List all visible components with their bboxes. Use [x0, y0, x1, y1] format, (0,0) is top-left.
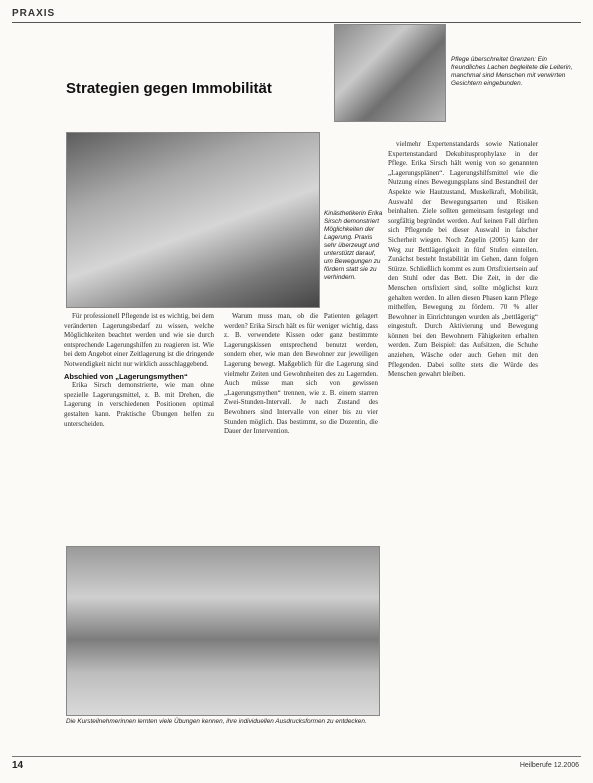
- column-2: [224, 312, 378, 437]
- caption-top-photo: Pflege überschreitet Grenzen: Ein freundliches Lachen begleitete die Leiterin, manchmal sind Menschen mit verwirrten Gesichtern eingebunden.: [451, 56, 573, 87]
- section-label: PRAXIS: [12, 8, 56, 19]
- caption-middle-photo: Kinästhetikerin Erika Sirsch demonstriert Möglichkeiten der Lagerung. Praxis sehr überzeugt und unterstützt darauf, um Bewegungen zu fördern statt sie zu verhindern.: [324, 210, 383, 281]
- photo-group-course: [66, 546, 380, 716]
- col1-intro: Für professionell Pflegende ist es wichtig, bei dem veränderten Lagerungsbedarf zu wissen, welche Möglichkeiten beachtet werden und wie sie durch entsprechende Lagerungshilfen zu reagieren ist. Wie bei dem Angebot einer Zeitlagerung ist die dringende Notwendigkeit nicht nur wirklich ausschlaggebend.: [64, 312, 214, 368]
- photo-top-right: [334, 24, 446, 122]
- article-title: Strategien gegen Immobilität: [66, 80, 272, 97]
- page-number: 14: [12, 760, 24, 771]
- column-1: [64, 312, 214, 429]
- caption-group-photo: Die Kursteilnehmerinnen lernten viele Übungen kennen, ihre individuellen Ausdrucksformen zu entdecken.: [66, 718, 367, 725]
- col3-text: vielmehr Expertenstandards sowie Nationaler Expertenstandard Dekubitusprophylaxe in der Pflege. Erika Sirsch hält wenig von so genannten „Lagerungsplänen“. Lagerungshilfsmittel wie die Nutzung eines Bewegungsplans sind Bestandteil der Aspekte wie Hautzustand, Muskelkraft, Mobilität, Auswahl der Bewegungsarten und Risiken beinhalten. Ziele sollten gemeinsam festgelegt und sorgfältig begründet werden. Auf keinen Fall dürften sich Pflegende bei dieser Auswahl in falscher Sicherheit wiegen. Noch Zegelin (2005) kann der Weg zur Bettlägerigkeit in fünf Stufen einteilen. Zunächst besteht Instabilität im Gehen, dann folgen Stürze. Schließlich kommt es zum Ortsfixiertsein auf den Stuhl oder das Bett. Die Zeit, in der die Menschen ortsfixiert sind, sollte möglichst kurz gehalten werden. In allen diesen Phasen kann Pflege mithelfen, Bewegung zu fördern. 70 % aller Bewohner in Einrichtungen wurden als „bettlägerig“ eingestuft. Durch Aktivierung und Bewegung können bei den Bewohnern Fähigkeiten erhalten werden. Zum Beispiel: das Aufsitzen, die Schuhe anziehen, Wäsche oder auch Gehen mit den Pflegenden. Dabei sollte stets die Würde des Menschen gewahrt bleiben.: [388, 140, 538, 379]
- header-rule: [12, 22, 581, 23]
- magazine-issue: Heilberufe 12.2006: [519, 762, 579, 769]
- footer-rule: [12, 756, 581, 757]
- col1-subheading: Abschied von „Lagerungsmythen“: [64, 371, 188, 381]
- col2-text: Warum muss man, ob die Patienten gelagert werden? Erika Sirsch hält es für weniger wichtig, dass z. B. verwendete Kissen oder ganz bestimmte Lagerungskissen entsprechend benutzt werden, sondern eher, wie man den Bewohner zur jeweiligen Lagerung bewegt. Maßgeblich für die Lagerung sind vielmehr Zeiten und Gewohnheiten des zu Lagernden. Auch müsse man sich von gewissen „Lagerungsmythen“ trennen, wie z. B. einem starren Zwei-Stunden-Intervall. Je nach Zustand des Bewohners sind Intervalle von einer bis zu vier Stunden möglich. Das bestimmt, so die Dozentin, die Dauer der Intervention.: [224, 312, 378, 436]
- photo-lagerung-demo: [66, 132, 320, 308]
- col1-body: Erika Sirsch demonstrierte, wie man ohne spezielle Lagerungsmittel, z. B. mit Drehen, die Lagerung in verschiedenen Positionen optimal gestalten kann. Praktische Übungen helfen zu unterscheiden.: [64, 381, 214, 428]
- column-3: [388, 140, 538, 750]
